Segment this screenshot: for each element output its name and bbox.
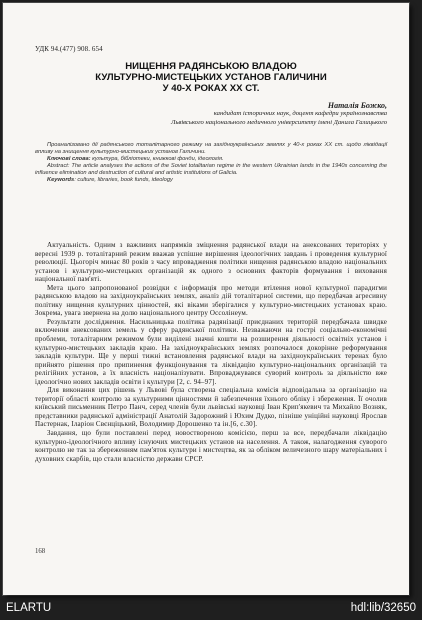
journal-page [3, 3, 409, 595]
repository-footer [0, 598, 422, 620]
abstract-uk: Проаналізовано дії радянського тоталітарного режиму на західноукраїнських землях у 40-х роках ХХ ст. щодо ліквідації впливу на знищення культурно-мистецьких установ Галичини. [35, 142, 387, 155]
author-block [35, 102, 387, 127]
article-body [35, 241, 387, 463]
page-number: 168 [35, 548, 46, 555]
author-name: Наталія Божко, [327, 101, 387, 110]
paragraph-purpose: Мета цього запропонованої розвідки є інформація про методи втілення нової культурної парадигми радянською владою на західноукраїнських землях, аналіз дій тоталітарної системи, що передбачав агресивну політику нищення культурних цінностей, які віками зберігалися у культурно-мистецьких установах краю. Зокрема, увага звернена на долю національного центру Оссолінеум. [35, 283, 387, 318]
author-affiliation: Львівського національного медичного університету імені Данила Галицького [170, 118, 387, 126]
keywords-uk-label: Ключові слова: [47, 156, 91, 162]
keywords-en-text: : culture, libraries, book funds, ideology [74, 177, 173, 183]
title-line-2: КУЛЬТУРНО-МИСТЕЦЬКИХ УСТАНОВ ГАЛИЧИНИ [95, 72, 327, 83]
title-line-1: НИЩЕННЯ РАДЯНСЬКОЮ ВЛАДОЮ [125, 61, 297, 72]
keywords-en [35, 177, 387, 184]
keywords-uk-text: культура, бібліотеки, книжкові фонди, ідеологія. [90, 156, 224, 162]
abstract-en: Abstract: The article analyses the actions of the Soviet totalitarian regime in the western Ukrainian lands in the 1940s concerning the influence elimination and destruction of cultural and artistic institutions of Galicia. [35, 163, 387, 176]
handle-identifier: hdl:lib/32650 [350, 602, 416, 614]
title-line-3: У 40-Х РОКАХ ХХ СТ. [162, 83, 260, 94]
paragraph-tasks: Завдання, що були поставлені перед новоствореною комісією, перш за все, передбачали ліквідацію культурно-ідеологічного впливу існуючих мистецьких установ на населення. А також, налагодження суворого контролю не так за збереженням пам'яток культури і мистецтва, як за обліком величезного шару матеріальних і духовних скарбів, що стали власністю держави СРСР. [35, 429, 387, 463]
keywords-uk [35, 156, 387, 163]
abstract-block [35, 142, 387, 184]
paragraph-results: Результати дослідження. Насильницька політика радянізації приєднаних територій передбачала швидке включення анексованих земель у сферу радянської політики. Незважаючи на гострі соціально-економічні проблеми, тоталітарним режимом були виділені значні кошти на розширення діяльності освітніх установ і культурно-мистецьких закладів краю. На західноукраїнських землях розпочалося докорінне реформування закладів культури. Ще у перші тижні встановлення радянської влади на західноукраїнських теренах було прийнято рішення про припинення функціонування та ліквідацію культурно-національних організацій та релігійних установ, а їх власність націоналізувати. Впроваджувався суворий контроль за діяльністю вже ідеологічно нових закладів освіти і культури [2, с. 94–97]. [35, 317, 387, 386]
paragraph-relevance: Актуальність. Одним з важливих напрямків зміцнення радянської влади на анексованих територіях у вересні 1939 р. тоталітарний режим вважав успішне вирішення ідеологічних завдань і проведення культурної революції. Цьогоріч минає 80 років з часу впровадження політики нищення радянською владою національних установ і культурно-мистецьких організацій як одного з основних факторів формування і виховання національної пам'яті. [35, 241, 387, 284]
repository-name: ELARTU [6, 602, 52, 614]
paragraph-commission: Для виконання цих рішень у Львові була створена спеціальна комісія відповідальна за організацію на території області контролю за культурними цінностями й забезпечення їхнього обліку і збереження. Її очолив київський письменник Петро Панч, серед членів були львівські науковці Іван Крип'якевич та Михайло Возняк, представники радянської адміністрації Анатолій Задорожний і Юхим Дудко, пізніше уніційні науковці Ярослав Пастернак, Іларіон Свєнціцький, Володимир Дорошенко та ін.[6, с.30]. [35, 386, 387, 429]
keywords-en-label: Keywords [47, 177, 75, 183]
author-position: кандидат історичних наук, доцент кафедри українознавства [213, 110, 387, 118]
udk-code: УДК 94.(477) 908. 654 [35, 45, 103, 53]
article-title [35, 61, 387, 94]
